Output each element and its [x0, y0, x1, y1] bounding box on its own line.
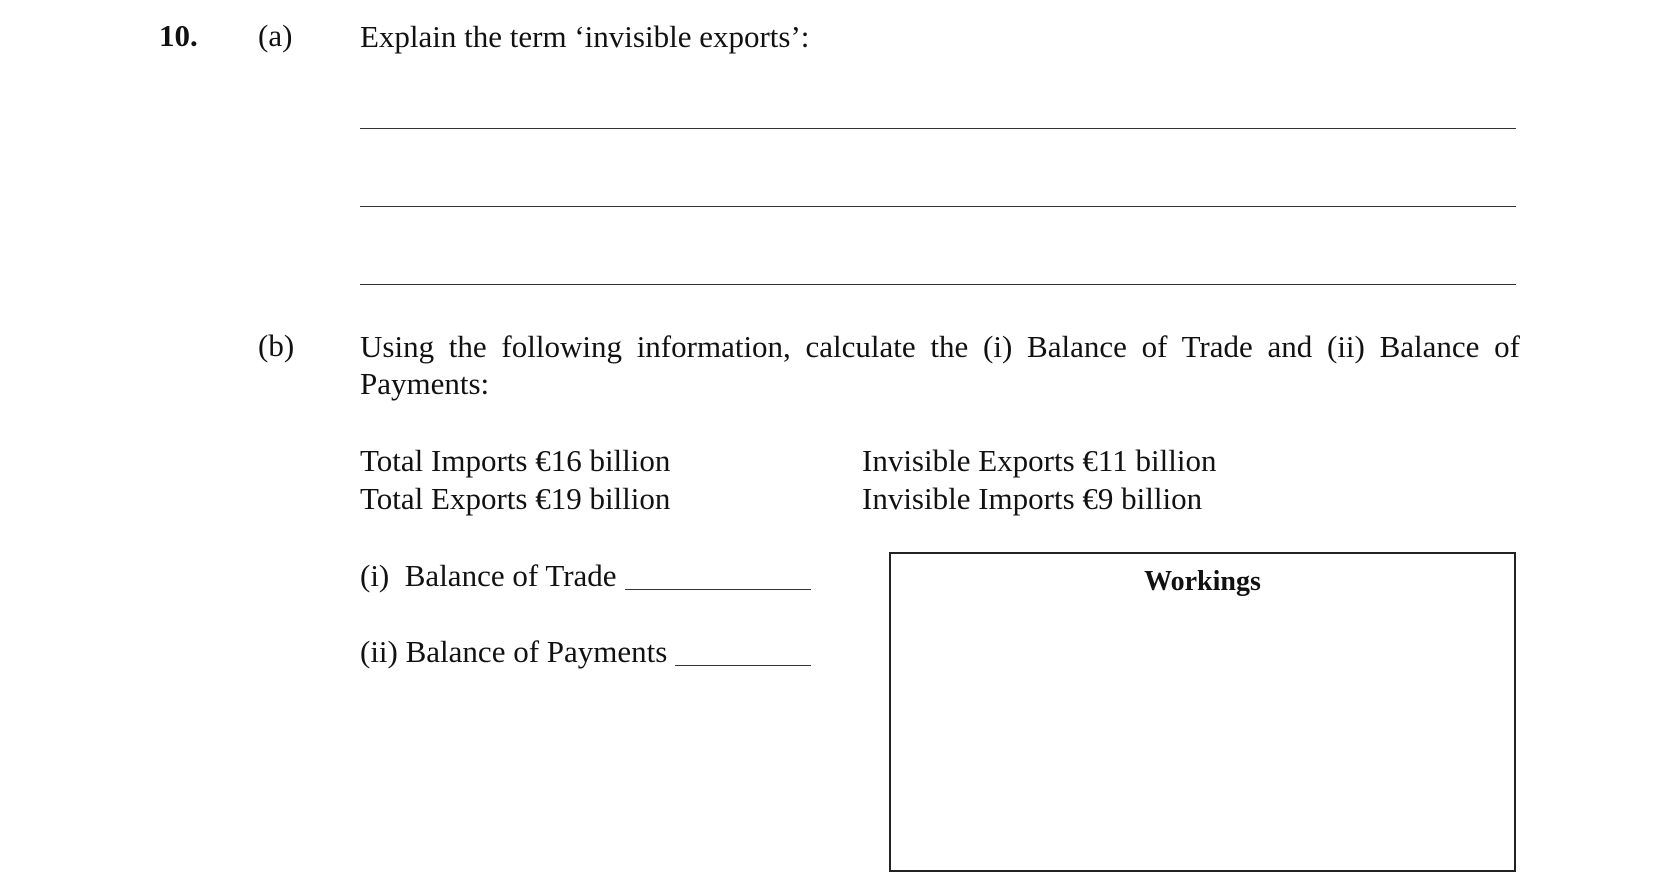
part-a-prompt: Explain the term ‘invisible exports’: — [360, 19, 810, 54]
balance-of-trade-label: (i) Balance of Trade — [360, 558, 617, 593]
question-number: 10. — [159, 18, 198, 53]
part-b-label: (b) — [258, 328, 295, 363]
part-b-prompt-line-2: Payments: — [360, 366, 490, 401]
balance-of-payments-row — [360, 634, 811, 670]
workings-box[interactable] — [889, 552, 1516, 872]
part-a-label: (a) — [258, 18, 293, 53]
answer-line-1[interactable] — [360, 128, 1516, 129]
balance-of-trade-answer-blank[interactable] — [625, 589, 811, 590]
balance-of-payments-answer-blank[interactable] — [675, 665, 811, 666]
answer-line-3[interactable] — [360, 284, 1516, 285]
part-b-prompt — [360, 328, 1520, 402]
invisible-imports-text: Invisible Imports €9 billion — [862, 481, 1203, 516]
total-imports-text: Total Imports €16 billion — [360, 443, 671, 478]
invisible-exports-text: Invisible Exports €11 billion — [862, 443, 1217, 478]
part-b-prompt-line-1: Using the following information, calculate the (i) Balance of Trade and (ii) Balance of — [360, 329, 1520, 364]
info-column-left — [360, 442, 670, 518]
answer-line-2[interactable] — [360, 206, 1516, 207]
balance-of-trade-row — [360, 558, 811, 594]
balance-of-payments-label: (ii) Balance of Payments — [360, 634, 668, 669]
info-column-right — [862, 442, 1216, 518]
total-exports-text: Total Exports €19 billion — [360, 481, 671, 516]
workings-title: Workings — [1144, 566, 1261, 597]
